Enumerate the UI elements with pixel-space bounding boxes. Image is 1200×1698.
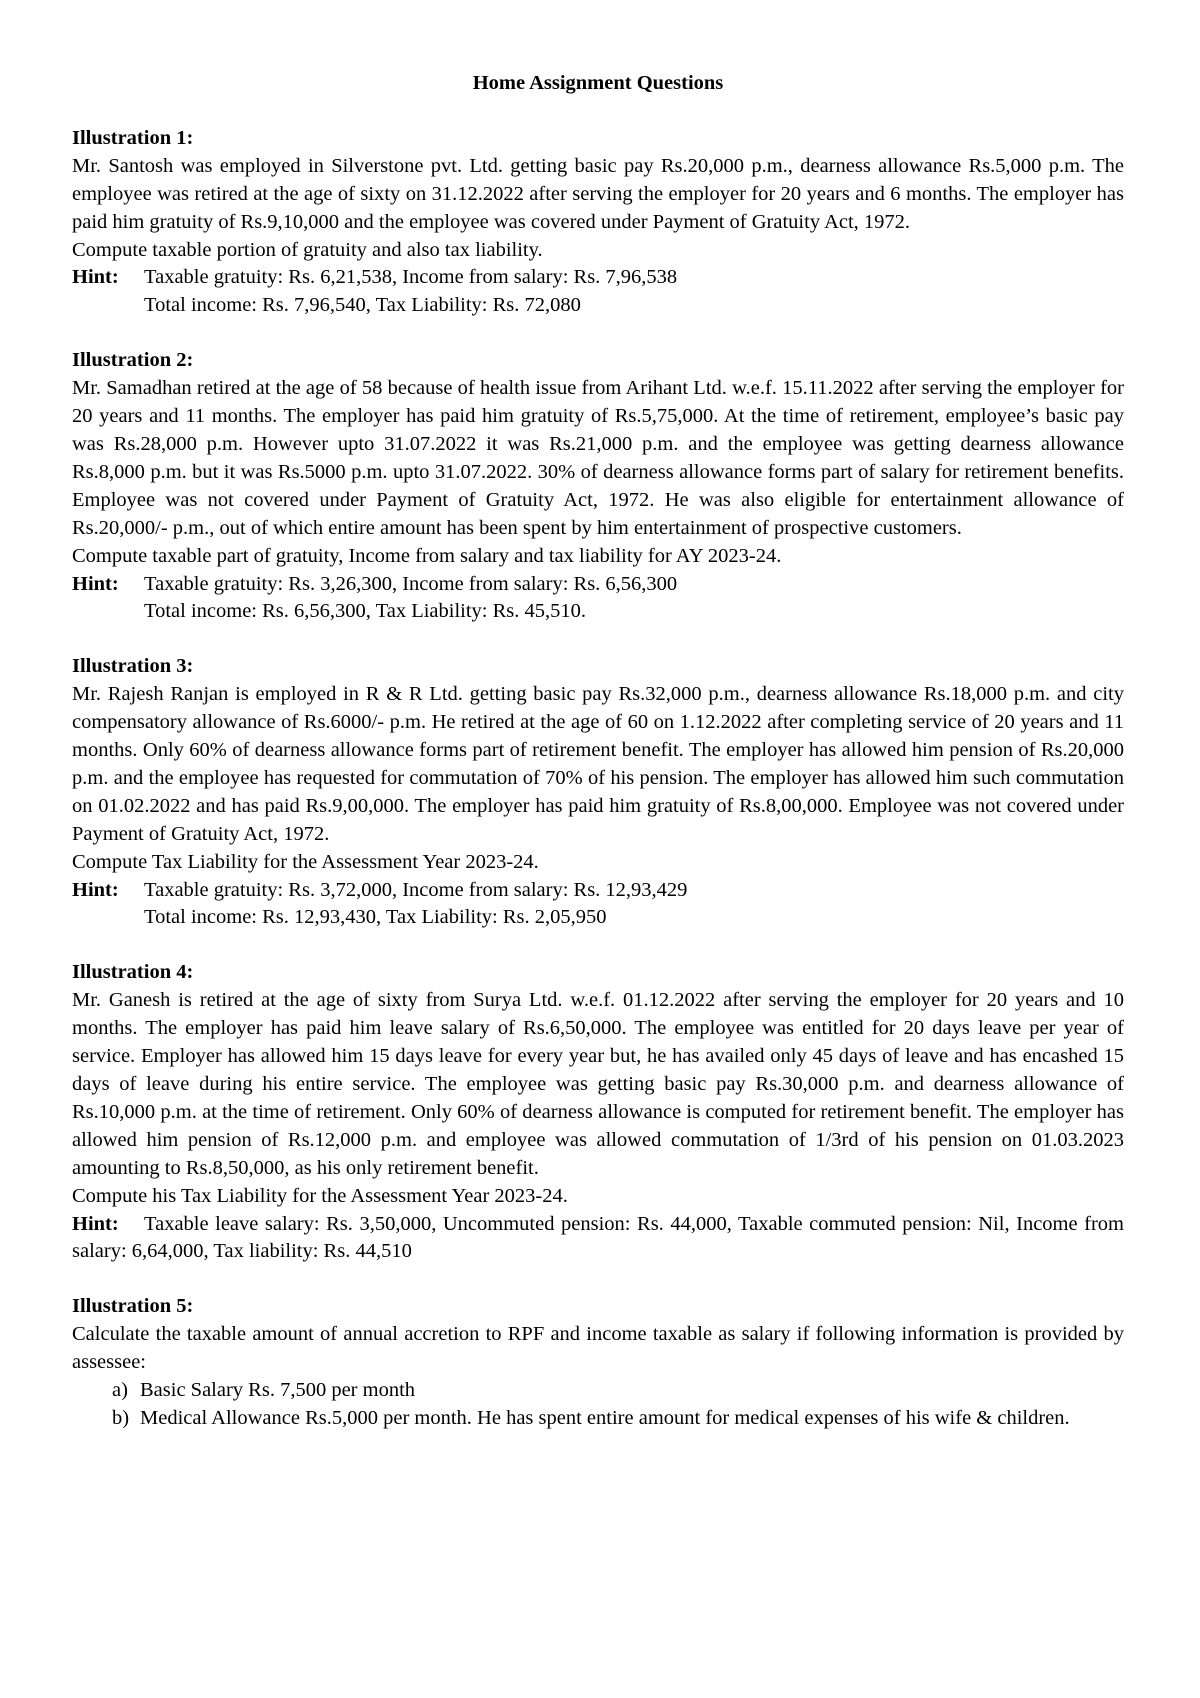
- illustration-5: [72, 1293, 1124, 1433]
- hint-text: Taxable leave salary: Rs. 3,50,000, Uncommuted pension: Rs. 44,000, Taxable commuted pension: Nil, Income from salary: 6,64,000, Tax liability: Rs. 44,510: [72, 1212, 1124, 1263]
- hint-block: [72, 1211, 1124, 1267]
- hint-label: Hint:: [72, 1212, 119, 1235]
- hint-line: Total income: Rs. 6,56,300, Tax Liability: Rs. 45,510.: [144, 600, 587, 623]
- hint-block: [72, 877, 1124, 933]
- hint-line: Taxable gratuity: Rs. 3,26,300, Income from salary: Rs. 6,56,300: [144, 572, 678, 595]
- hint-line: Taxable gratuity: Rs. 6,21,538, Income from salary: Rs. 7,96,538: [144, 266, 678, 289]
- document-page: [72, 70, 1124, 1460]
- list-marker: b): [112, 1406, 130, 1429]
- hint-body: [144, 264, 1124, 320]
- info-list: [72, 1377, 1124, 1433]
- illustration-heading: Illustration 3:: [72, 655, 194, 678]
- illustration-heading: Illustration 5:: [72, 1295, 194, 1318]
- list-item: [112, 1377, 1124, 1405]
- illustration-body: Mr. Samadhan retired at the age of 58 because of health issue from Arihant Ltd. w.e.f. 15.11.2022 after serving the employer for 20 years and 11 months. The employer has paid him gratuity of Rs.5,75,000. At the time of retirement, employee’s basic pay was Rs.28,000 p.m. However upto 31.07.2022 it was Rs.21,000 p.m. and the employee was getting dearness allowance Rs.8,000 p.m. but it was Rs.5000 p.m. upto 31.07.2022. 30% of dearness allowance forms part of salary for retirement benefits. Employee was not covered under Payment of Gratuity Act, 1972. He was also eligible for entertainment allowance of Rs.20,000/- p.m., out of which entire amount has been spent by him entertainment of prospective customers.: [72, 377, 1124, 539]
- hint-label: Hint:: [72, 572, 119, 595]
- hint-block: [72, 264, 1124, 320]
- illustration-heading: Illustration 4:: [72, 961, 194, 984]
- illustration-2: [72, 347, 1124, 626]
- hint-label: Hint:: [72, 878, 119, 901]
- hint-line: Taxable gratuity: Rs. 3,72,000, Income from salary: Rs. 12,93,429: [144, 878, 688, 901]
- hint-line: Total income: Rs. 7,96,540, Tax Liability: Rs. 72,080: [144, 294, 581, 317]
- illustration-4: [72, 959, 1124, 1266]
- illustration-heading: Illustration 1:: [72, 126, 194, 149]
- illustration-1: [72, 125, 1124, 320]
- illustration-3: [72, 653, 1124, 932]
- hint-line: Total income: Rs. 12,93,430, Tax Liability: Rs. 2,05,950: [144, 906, 607, 929]
- illustration-body: Mr. Ganesh is retired at the age of sixty from Surya Ltd. w.e.f. 01.12.2022 after serving the employer for 20 years and 10 months. The employer has paid him leave salary of Rs.6,50,000. The employee was entitled for 20 days leave per year of service. Employer has allowed him 15 days leave for every year but, he has availed only 45 days of leave and has encashed 15 days of leave during his entire service. The employee was getting basic pay Rs.30,000 p.m. and dearness allowance of Rs.10,000 p.m. at the time of retirement. Only 60% of dearness allowance is computed for retirement benefit. The employer has allowed him pension of Rs.12,000 p.m. and employee was allowed commutation of 1/3rd of his pension on 01.03.2023 amounting to Rs.8,50,000, as his only retirement benefit.: [72, 989, 1124, 1179]
- illustration-task: Compute his Tax Liability for the Assessment Year 2023-24.: [72, 1184, 568, 1207]
- list-item-text: Basic Salary Rs. 7,500 per month: [140, 1379, 416, 1402]
- hint-block: [72, 571, 1124, 627]
- page-title: Home Assignment Questions: [472, 72, 724, 94]
- illustration-task: Compute Tax Liability for the Assessment Year 2023-24.: [72, 850, 539, 873]
- hint-body: [144, 571, 1124, 627]
- list-marker: a): [112, 1379, 128, 1402]
- illustration-body: Calculate the taxable amount of annual accretion to RPF and income taxable as salary if following information is provided by assessee:: [72, 1323, 1124, 1374]
- hint-body: [144, 877, 1124, 933]
- hint-label: Hint:: [72, 266, 119, 289]
- illustration-task: Compute taxable portion of gratuity and also tax liability.: [72, 238, 543, 261]
- illustration-task: Compute taxable part of gratuity, Income from salary and tax liability for AY 2023-24.: [72, 544, 782, 567]
- list-item: [112, 1405, 1124, 1433]
- list-item-text: Medical Allowance Rs.5,000 per month. He has spent entire amount for medical expenses of his wife & children.: [140, 1406, 1070, 1429]
- illustration-heading: Illustration 2:: [72, 349, 194, 372]
- illustration-body: Mr. Rajesh Ranjan is employed in R & R Ltd. getting basic pay Rs.32,000 p.m., dearness allowance Rs.18,000 p.m. and city compensatory allowance of Rs.6000/- p.m. He retired at the age of 60 on 1.12.2022 after completing service of 20 years and 11 months. Only 60% of dearness allowance forms part of retirement benefit. The employer has allowed him pension of Rs.20,000 p.m. and the employee has requested for commutation of 70% of his pension. The employer has allowed him such commutation on 01.02.2022 and has paid Rs.9,00,000. The employer has paid him gratuity of Rs.8,00,000. Employee was not covered under Payment of Gratuity Act, 1972.: [72, 683, 1124, 845]
- illustration-body: Mr. Santosh was employed in Silverstone pvt. Ltd. getting basic pay Rs.20,000 p.m., dearness allowance Rs.5,000 p.m. The employee was retired at the age of sixty on 31.12.2022 after serving the employer for 20 years and 6 months. The employer has paid him gratuity of Rs.9,10,000 and the employee was covered under Payment of Gratuity Act, 1972.: [72, 154, 1124, 233]
